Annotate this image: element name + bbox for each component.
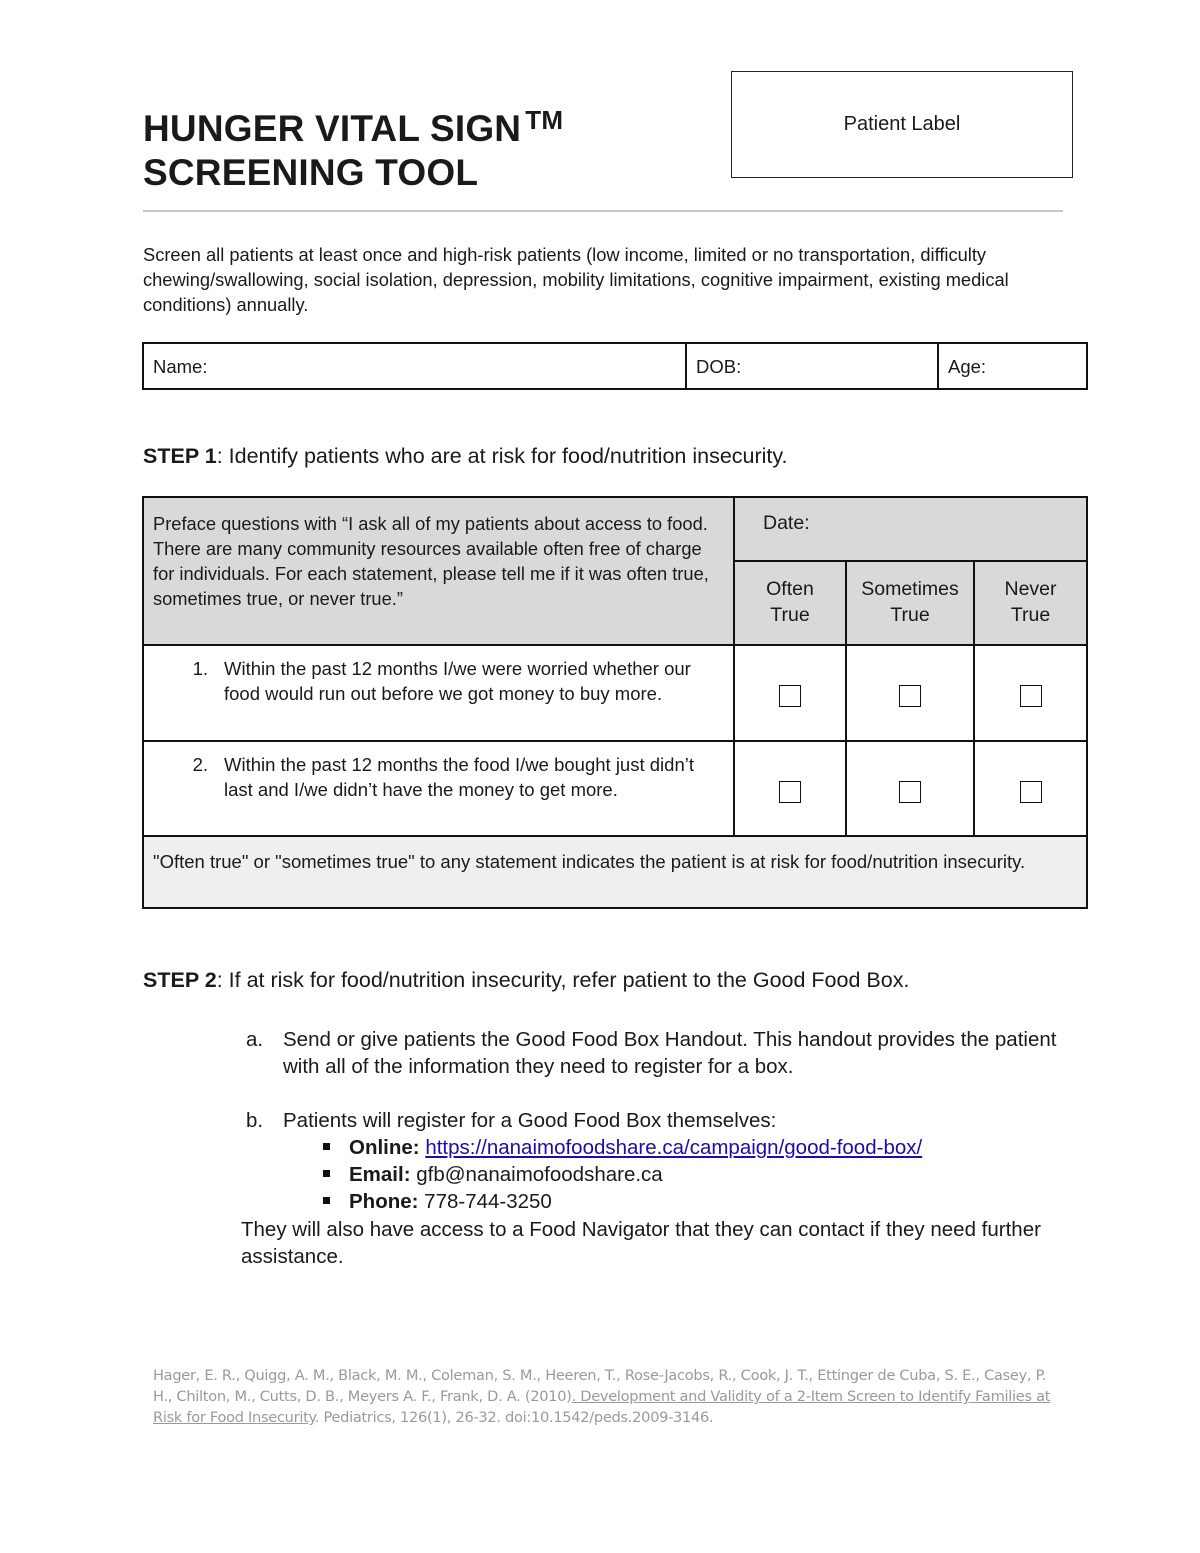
- step2-text: : If at risk for food/nutrition insecurity, refer patient to the Good Food Box.: [216, 968, 910, 992]
- q1-never-true-checkbox[interactable]: [1020, 685, 1042, 707]
- email-value: gfb@nanaimofoodshare.ca: [416, 1163, 663, 1186]
- age-field[interactable]: [937, 344, 1086, 388]
- citation-article-link[interactable]: . Development and Validity of a 2-Item Screen to Identify Families at Risk for Food Insecurity: [153, 1388, 1051, 1426]
- title-line-2: SCREENING TOOL: [143, 152, 479, 193]
- contact-email: [323, 1161, 663, 1188]
- step2-closing: They will also have access to a Food Navigator that they can contact if they need further assistance.: [241, 1218, 1041, 1268]
- list-marker-a: a.: [246, 1028, 264, 1051]
- trademark-mark: TM: [525, 105, 564, 135]
- question-2-text: Within the past 12 months the food I/we bought just didn’t last and I/we didn’t have the money to get more.: [224, 754, 694, 800]
- grid-line: [845, 560, 847, 836]
- step1-text: : Identify patients who are at risk for food/nutrition insecurity.: [216, 444, 788, 468]
- dob-label: DOB:: [696, 356, 742, 377]
- grid-line: [144, 740, 1086, 742]
- contact-email-label: Email:: [349, 1163, 411, 1186]
- online-link[interactable]: https://nanaimofoodshare.ca/campaign/good-food-box/: [425, 1136, 923, 1159]
- q2-sometimes-true-checkbox[interactable]: [899, 781, 921, 803]
- name-label: Name:: [153, 356, 208, 377]
- bullet-icon: [323, 1197, 330, 1204]
- question-row-1: [144, 656, 733, 746]
- citation-journal: . Pediatrics, 126(1), 26-32. doi:10.1542/peds.2009-3146.: [314, 1409, 714, 1426]
- name-field[interactable]: [144, 344, 685, 388]
- patient-label-box: [731, 71, 1073, 178]
- column-never-true: Never True: [1004, 578, 1057, 626]
- question-1-text: Within the past 12 months I/we were worried whether our food would run out before we got money to buy more.: [224, 658, 691, 704]
- q1-sometimes-true-checkbox[interactable]: [899, 685, 921, 707]
- title-line-1: HUNGER VITAL SIGN: [143, 108, 522, 149]
- q1-often-true-checkbox[interactable]: [779, 685, 801, 707]
- step2-label: STEP 2: [143, 968, 217, 992]
- page-title: [143, 98, 563, 195]
- patient-label-text: Patient Label: [843, 113, 961, 135]
- preface-text: Preface questions with “I ask all of my patients about access to food. There are many community resources available often free of charge for individuals. For each statement, please tell me if it was often true, sometimes true, or never true.”: [153, 513, 709, 609]
- column-often-true: Often True: [766, 578, 814, 626]
- screening-table: [142, 496, 1088, 909]
- citation: [153, 1365, 1063, 1428]
- question-2-number: 2.: [192, 754, 208, 775]
- contact-phone: [323, 1188, 552, 1215]
- bullet-icon: [323, 1143, 330, 1150]
- q2-never-true-checkbox[interactable]: [1020, 781, 1042, 803]
- q2-often-true-checkbox[interactable]: [779, 781, 801, 803]
- grid-line: [144, 644, 1086, 646]
- column-sometimes-true: Sometimes True: [861, 578, 959, 626]
- age-label: Age:: [948, 356, 987, 377]
- grid-line: [144, 835, 1086, 837]
- dob-field[interactable]: [685, 344, 937, 388]
- step1-label: STEP 1: [143, 444, 217, 468]
- phone-value: 778-744-3250: [424, 1190, 552, 1213]
- step2-heading: [143, 968, 909, 993]
- grid-line: [733, 498, 735, 836]
- intro-paragraph: Screen all patients at least once and high-risk patients (low income, limited or no transportation, difficulty chewing/swallowing, social isolation, depression, mobility limitations, cognitive impairment, existing medical conditions) annually.: [143, 244, 1009, 315]
- date-label: Date:: [763, 512, 810, 534]
- contact-online-label: Online:: [349, 1136, 420, 1159]
- grid-line: [973, 560, 975, 836]
- step1-heading: [143, 444, 788, 469]
- question-row-2: [144, 752, 733, 842]
- step2-item-b: Patients will register for a Good Food Box themselves:: [283, 1109, 777, 1132]
- table-footer-note: "Often true" or "sometimes true" to any statement indicates the patient is at risk for food/nutrition insecurity.: [153, 851, 1026, 872]
- question-1-number: 1.: [192, 658, 208, 679]
- step2-item-a: Send or give patients the Good Food Box Handout. This handout provides the patient with all of the information they need to register for a box.: [283, 1028, 1057, 1078]
- patient-info-table: [142, 342, 1088, 390]
- citation-authors: Hager, E. R., Quigg, A. M., Black, M. M., Coleman, S. M., Heeren, T., Rose-Jacobs, R., Cook, J. T., Ettinger de Cuba, S. E., Casey, P. H., Chilton, M., Cutts, D. B., Meyers A. F., Frank, D. A. (2010): [153, 1367, 1047, 1405]
- contact-online: [323, 1134, 922, 1161]
- grid-line: [733, 560, 1086, 562]
- header-divider: [143, 210, 1063, 212]
- contact-phone-label: Phone:: [349, 1190, 419, 1213]
- list-marker-b: b.: [246, 1109, 264, 1132]
- bullet-icon: [323, 1170, 330, 1177]
